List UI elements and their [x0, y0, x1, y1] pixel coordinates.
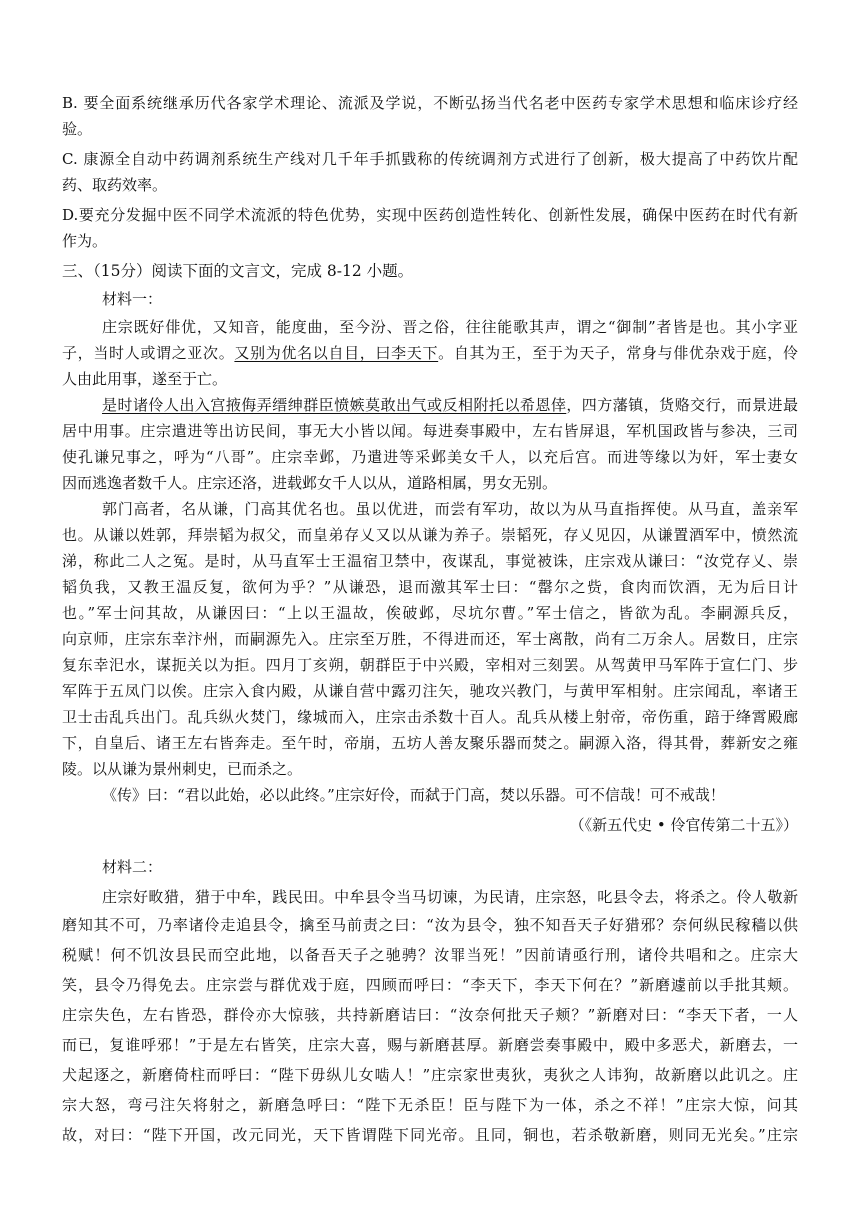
option-c-line-1: C. 康源全自动中药调剂系统生产线对几千年手抓戥称的传统调剂方式进行了创新，极大提高了中药饮片配 — [62, 150, 798, 168]
m1-p1-line-3: 人由此用事，遂至于亡。 — [62, 370, 228, 388]
m1-p1-line-1: 庄宗既好俳优，又知音，能度曲，至今汾、晋之俗，往往能歌其声，谓之“御制”者皆是也。其小字亚 — [102, 318, 798, 336]
m1-p3-line-10: 下，自皇后、诸王左右皆奔走。至午时，帝崩，五坊人善友聚乐器而焚之。嗣源入洛，得其骨，葬新安之雍 — [62, 734, 798, 752]
m1-p3-line-9: 卫士击乱兵出门。乱兵纵火焚门，缘城而入，庄宗击杀数十百人。乱兵从楼上射帝，帝伤重，踣于绛霄殿廊 — [62, 708, 798, 726]
m2-line-2: 磨知其不可，乃率诸伶走追县令，擒至马前责之曰：“汝为县令，独不知吾天子好猎邪？奈何纵民稼穑以供 — [62, 916, 798, 934]
m2-line-9: 故，对曰：“陛下开国，改元同光，天下皆谓陛下同光帝。且同，铜也，若杀敬新磨，则同无光矣。”庄宗 — [62, 1126, 798, 1144]
option-c-line-2: 药、取药效率。 — [62, 176, 168, 194]
m1-p2-line-4: 因而逃逸者数千人。庄宗还洛，进载邺女千人以从，道路相属，男女无别。 — [62, 474, 558, 492]
material-1-label: 材料一： — [102, 290, 163, 308]
m1-p3-line-11: 陵。以从谦为景州刺史，已而杀之。 — [62, 760, 303, 778]
option-b-line-1: B. 要全面系统继承历代各家学术理论、流派及学说，不断弘扬当代名老中医药专家学术思想和临床诊疗经 — [62, 94, 798, 112]
m2-line-7: 犬起逐之，新磨倚柱而呼曰：“陛下毋纵儿女啮人！”庄宗家世夷狄，夷狄之人讳狗，故新磨以此讥之。庄 — [62, 1066, 798, 1084]
m1-p3-line-4: 韬负我，又教王温反复，欲何为乎？”从谦恐，退而激其军士曰：“罄尔之赀，食肉而饮酒，无为后日计 — [62, 578, 798, 596]
m1-p3-line-7: 复东幸汜水，谋扼关以为拒。四月丁亥朔，朝群臣于中兴殿，宰相对三刻罢。从驾黄甲马军阵于宣仁门、步 — [62, 656, 798, 674]
material-1 — [62, 286, 798, 838]
m1-p3-line-8: 军阵于五凤门以俟。庄宗入食内殿，从谦自营中露刃注矢，驰攻兴教门，与黄甲军相射。庄宗闻乱，率诸王 — [62, 682, 798, 700]
m2-line-5: 庄宗失色，左右皆恐，群伶亦大惊骇，共持新磨诘曰：“汝奈何批天子颊？”新磨对曰：“李天下者，一人 — [62, 1006, 798, 1024]
material-2 — [62, 854, 798, 1150]
material-1-source: （《新五代史 • 伶官传第二十五》） — [569, 816, 798, 834]
option-list — [62, 90, 798, 254]
m2-line-3: 税赋！何不饥汝县民而空此地，以备吾天子之驰骋？汝罪当死！”因前请亟行刑，诸伶共唱和之。庄宗大 — [62, 946, 798, 964]
m1-p2-line-2: 居中用事。庄宗遣进等出访民间，事无大小皆以闻。每进奏事殿中，左右皆屏退，军机国政皆与参决，三司 — [62, 422, 798, 440]
material-2-label: 材料二： — [102, 858, 163, 876]
m1-p3-line-1: 郭门高者，名从谦，门高其优名也。虽以优进，而尝有军功，故以为从马直指挥使。从马直，盖亲军 — [102, 500, 798, 518]
m1-p3-line-5: 也。”军士问其故，从谦因曰：“上以王温故，俟破邺，尽坑尔曹。”军士信之，皆欲为乱。李嗣源兵反， — [62, 604, 798, 622]
m2-line-4: 笑，县令乃得免去。庄宗尝与群优戏于庭，四顾而呼曰：“李天下，李天下何在？”新磨遽前以手批其颊。 — [62, 976, 798, 994]
m1-p3-line-2: 也。从谦以姓郭，拜崇韬为叔父，而皇弟存乂又以从谦为养子。崇韬死，存乂见囚，从谦置酒军中，愤然流 — [62, 526, 798, 544]
option-b-line-2: 验。 — [62, 120, 93, 138]
m1-p1-line-2: 子，当时人或谓之亚次。又别为优名以自目，曰李天下。自其为王，至于为天子，常身与俳优杂戏于庭，伶 — [62, 344, 798, 362]
m1-p3-line-6: 向京师，庄宗东幸汴州，而嗣源先入。庄宗至万胜，不得进而还，军士离散，尚有二万余人。居数日，庄宗 — [62, 630, 798, 648]
section-heading: 三、（15分）阅读下面的文言文，完成 8-12 小题。 — [62, 262, 414, 280]
option-d-line-2: 作为。 — [62, 232, 108, 250]
underlined-sentence-1: 又别为优名以自目，曰李天下 — [234, 344, 439, 362]
m2-line-1: 庄宗好畋猎，猎于中牟，践民田。中牟县令当马切谏，为民请，庄宗怒，叱县令去，将杀之。伶人敬新 — [102, 888, 798, 906]
underlined-sentence-2: 是时诸伶人出入宫掖侮弄缙绅群臣愤嫉莫敢出气或反相附托以希恩倖 — [102, 396, 567, 414]
m1-p2-line-3: 使孔谦兄事之，呼为“八哥”。庄宗幸邺，乃遣进等采邺美女千人，以充后宫。而进等缘以为奸，军士妻女 — [62, 448, 798, 466]
m1-p2-line-1: 是时诸伶人出入宫掖侮弄缙绅群臣愤嫉莫敢出气或反相附托以希恩倖，四方藩镇，货赂交行，而景进最 — [102, 396, 798, 414]
m1-p4: 《传》曰：“君以此始，必以此终。”庄宗好伶，而弑于门高，焚以乐器。可不信哉！可不戒哉！ — [102, 786, 725, 804]
m1-p3-line-3: 涕，称此二人之冤。是时，从马直军士王温宿卫禁中，夜谋乱，事觉被诛，庄宗戏从谦曰：“汝党存乂、崇 — [62, 552, 798, 570]
m2-line-6: 而已，复谁呼邪！”于是左右皆笑，庄宗大喜，赐与新磨甚厚。新磨尝奏事殿中，殿中多恶犬，新磨去，一 — [62, 1036, 798, 1054]
option-d-line-1: D.要充分发掘中医不同学术流派的特色优势，实现中医药创造性转化、创新性发展，确保中医药在时代有新 — [62, 206, 798, 224]
m2-line-8: 宗大怒，弯弓注矢将射之，新磨急呼曰：“陛下无杀臣！臣与陛下为一体，杀之不祥！”庄宗大惊，问其 — [62, 1096, 798, 1114]
